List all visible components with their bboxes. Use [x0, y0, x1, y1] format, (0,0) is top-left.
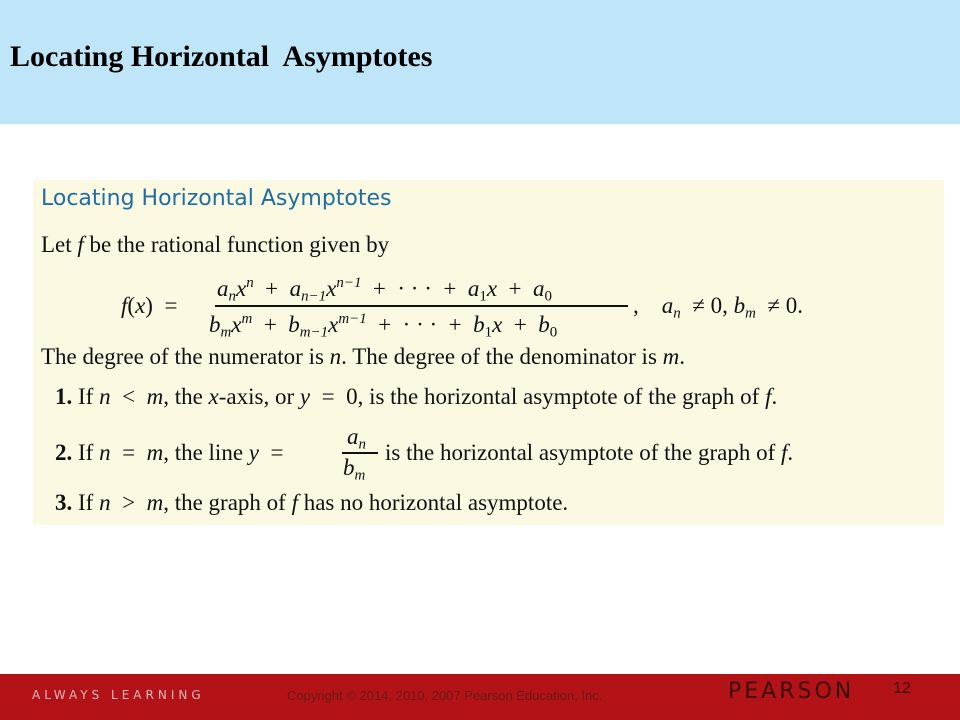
- degree-text-3: .: [679, 344, 686, 369]
- function-lhs: f(x) =: [121, 293, 178, 318]
- fraction-numerator: $a_nx^n + a_{n-1}x^{n-1}$ + · · · + $a_1x + a_0$: [217, 275, 552, 305]
- intro-f: f: [77, 232, 84, 257]
- rule-number-2: 2.: [55, 440, 73, 465]
- rule-item-2-end: is the horizontal asymptote of the graph of f.: [385, 440, 794, 465]
- degree-n: n: [329, 344, 342, 369]
- box-heading: Locating Horizontal Asymptotes: [41, 186, 392, 211]
- degree-m: m: [662, 344, 680, 369]
- intro-line: [41, 232, 389, 258]
- copyright-notice: Copyright © 2014, 2010, 2007 Pearson Education, Inc.: [287, 688, 603, 703]
- degree-text-2: . The degree of the denominator is: [341, 344, 663, 369]
- definition-box: [33, 180, 944, 525]
- pearson-logo: PEARSON: [728, 679, 855, 704]
- coefficient-condition: , $a_n \ne 0$, $b_m \ne 0$.: [633, 293, 804, 322]
- ratio-denominator: $b_m$: [343, 455, 366, 484]
- degree-line: [41, 344, 685, 370]
- fraction-bar: [215, 305, 628, 307]
- ratio-bar: [342, 452, 378, 454]
- rule-number-3: 3.: [55, 490, 73, 515]
- degree-text-1: The degree of the numerator is: [41, 344, 330, 369]
- footer-bar: [0, 674, 960, 720]
- page-number: 12: [893, 680, 911, 697]
- slide-title: Locating Horizontal Asymptotes: [10, 40, 433, 73]
- ratio-numerator: $a_n$: [347, 424, 366, 453]
- intro-text-end: be the rational function given by: [83, 232, 390, 257]
- rule-item-1: 1. If n < m, the x-axis, or y = 0, is the horizontal asymptote of the graph of f.: [55, 384, 778, 409]
- rule-item-3: 3. If n > m, the graph of f has no horizontal asymptote.: [55, 490, 569, 515]
- title-bar: [0, 0, 960, 124]
- rule-number-1: 1.: [55, 384, 73, 409]
- footer-tagline: ALWAYS LEARNING: [32, 688, 205, 702]
- rule-item-2: 2. If n = m, the line y =: [55, 440, 290, 465]
- intro-text-start: Let: [41, 232, 78, 257]
- fraction-denominator: $b_mx^m + b_{m-1}x^{m-1}$ + · · · + $b_1x + b_0$: [209, 311, 558, 341]
